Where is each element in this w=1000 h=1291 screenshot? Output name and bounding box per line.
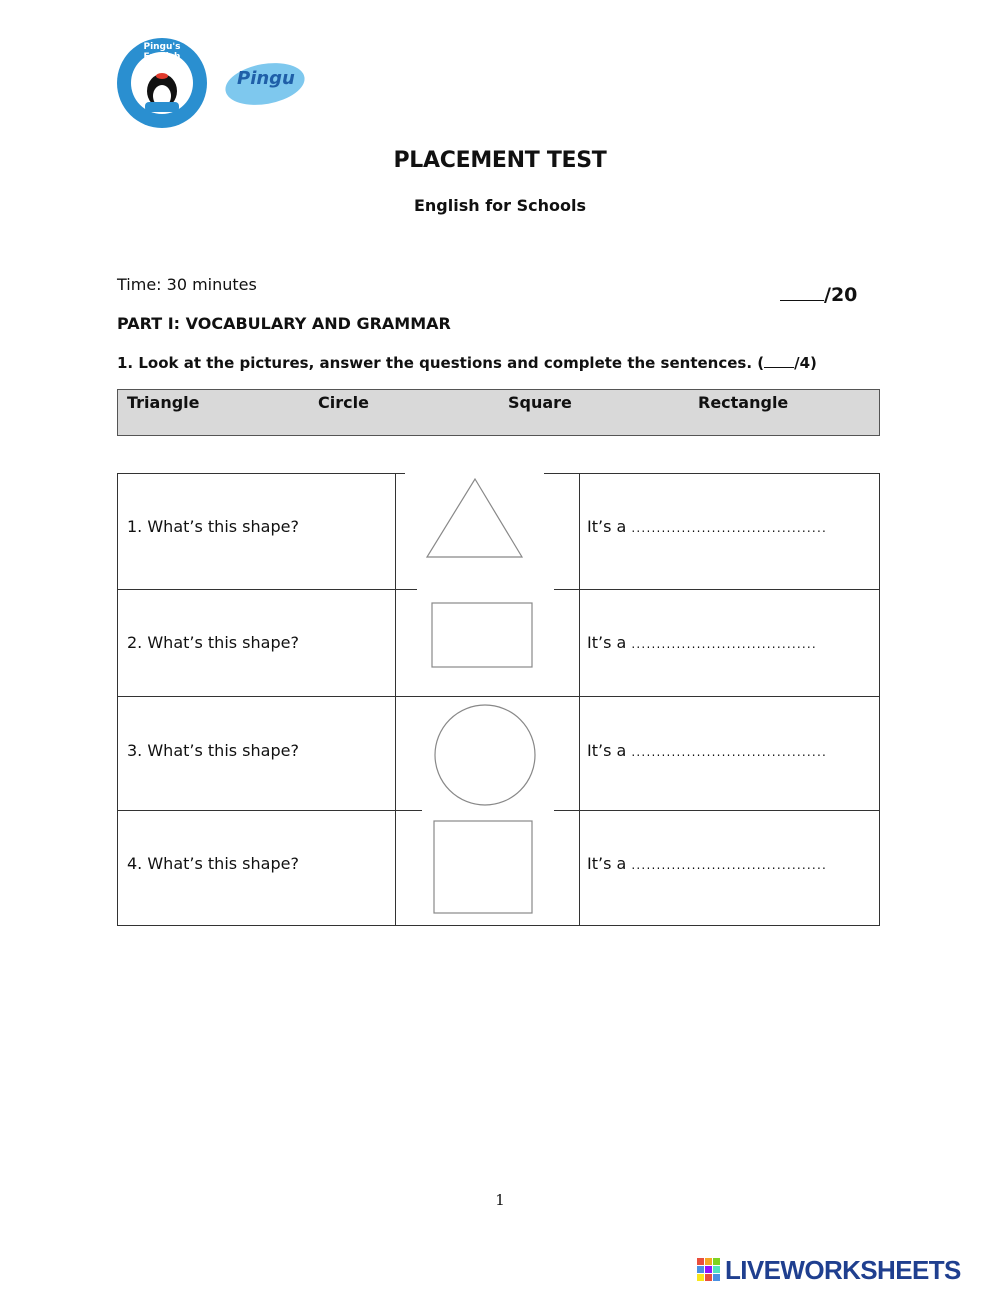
question-text: 1. What’s this shape? <box>127 517 299 536</box>
logo-left-text: Pingu's English <box>143 42 181 62</box>
word-bank-item: Square <box>508 393 572 412</box>
square-icon <box>431 818 537 916</box>
time-limit: Time: 30 minutes <box>117 275 257 294</box>
liveworksheets-logo-icon <box>697 1258 721 1282</box>
page-title: PLACEMENT TEST <box>393 148 607 173</box>
brand-footer <box>697 1255 997 1285</box>
shapes-table <box>117 473 880 926</box>
word-bank-item: Circle <box>318 393 369 412</box>
answer-prefix: It’s a <box>587 633 627 652</box>
score-total <box>780 282 857 306</box>
answer-line[interactable]: It’s a ....................................... <box>587 854 827 873</box>
rectangle-icon <box>429 600 535 670</box>
circle-icon <box>433 703 537 807</box>
header-logos <box>115 36 310 131</box>
question-text: 3. What’s this shape? <box>127 741 299 760</box>
answer-line[interactable]: It’s a ....................................... <box>587 517 827 536</box>
logo-right-text: Pingu <box>237 68 295 89</box>
instruction-suffix: /4) <box>794 354 817 372</box>
answer-line[interactable]: It’s a ..................................... <box>587 633 817 652</box>
part-heading: PART I: VOCABULARY AND GRAMMAR <box>117 314 451 333</box>
triangle-icon <box>422 475 528 561</box>
answer-prefix: It’s a <box>587 517 627 536</box>
question-text: 4. What’s this shape? <box>127 854 299 873</box>
word-bank <box>117 389 880 436</box>
answer-prefix: It’s a <box>587 741 627 760</box>
page-number: 1 <box>495 1191 505 1209</box>
page-subtitle: English for Schools <box>413 196 587 215</box>
question-text: 2. What’s this shape? <box>127 633 299 652</box>
question-score-blank[interactable] <box>764 353 794 368</box>
score-total-label: /20 <box>824 284 858 306</box>
question-instruction <box>117 353 817 372</box>
brand-name: LIVEWORKSHEETS <box>725 1255 961 1285</box>
score-blank[interactable] <box>780 282 824 301</box>
word-bank-item: Triangle <box>127 393 200 412</box>
instruction-text: 1. Look at the pictures, answer the questions and complete the sentences. ( <box>117 354 765 372</box>
answer-line[interactable]: It’s a ....................................... <box>587 741 827 760</box>
word-bank-item: Rectangle <box>698 393 789 412</box>
answer-prefix: It’s a <box>587 854 627 873</box>
